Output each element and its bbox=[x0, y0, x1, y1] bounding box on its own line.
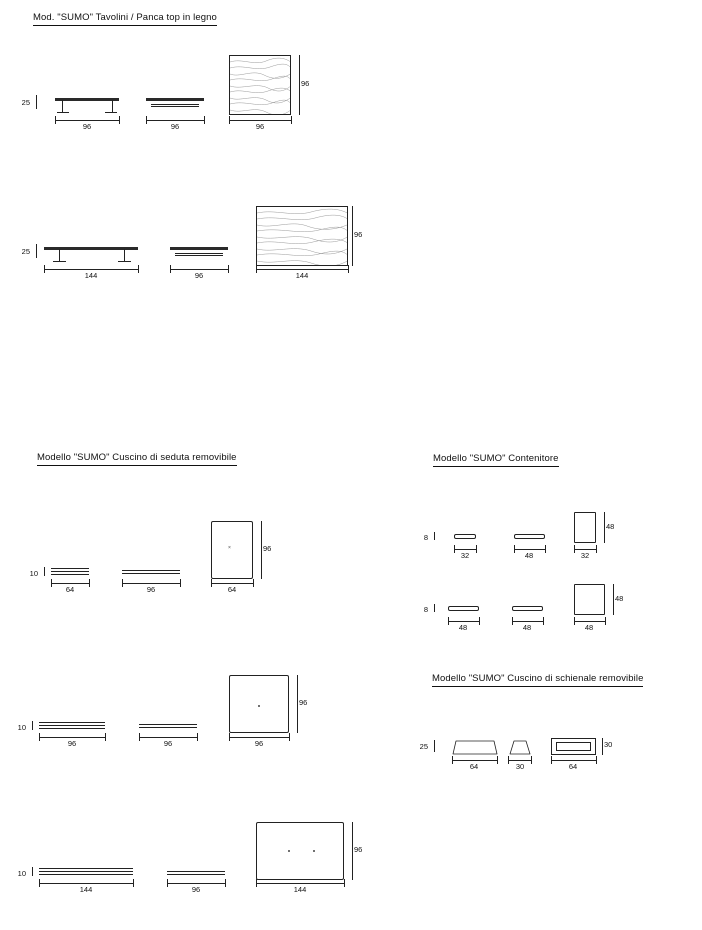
back64-side-elevation bbox=[508, 738, 532, 755]
dim-seat96-side-width: 96 bbox=[163, 739, 173, 748]
table96-foot-left bbox=[57, 112, 69, 113]
dim-container32-width: 32 bbox=[460, 551, 470, 560]
table96-side-top bbox=[146, 98, 204, 101]
seat144-line2 bbox=[39, 871, 133, 872]
seat96-plan-mark bbox=[258, 705, 260, 707]
dim-seat64-plan-width: 64 bbox=[227, 585, 237, 594]
heading-container: Modello "SUMO" Contenitore bbox=[433, 453, 559, 467]
dimline-table96-plan-width bbox=[229, 120, 291, 121]
dimtick-table144-plan-left bbox=[256, 265, 257, 273]
dim-back64-width: 64 bbox=[469, 762, 479, 771]
dimline-back64-width bbox=[452, 760, 497, 761]
dimline-container48-height bbox=[434, 604, 435, 612]
dimtick-table144-width-right bbox=[138, 265, 139, 273]
seat96-side-line1 bbox=[139, 724, 197, 725]
dimline-seat64-width bbox=[51, 583, 89, 584]
table96-side-rail bbox=[151, 104, 199, 105]
dimline-seat144-plan-width bbox=[256, 883, 344, 884]
dimline-seat144-height bbox=[32, 867, 33, 876]
dimline-table96-depth bbox=[299, 55, 300, 115]
dimtick-seat144-side-right bbox=[225, 879, 226, 887]
container32-plan bbox=[574, 512, 596, 543]
dim-container32-plan-width: 32 bbox=[580, 551, 590, 560]
dim-table144-height: 25 bbox=[21, 247, 30, 256]
dim-table96-side-width: 96 bbox=[170, 122, 180, 131]
dim-container32-depth: 48 bbox=[606, 522, 615, 531]
dimline-seat64-side-width bbox=[122, 583, 180, 584]
table144-leg-left bbox=[59, 249, 60, 261]
seat144-line3 bbox=[39, 874, 133, 875]
seat96-plan bbox=[229, 675, 289, 733]
dim-container48-width: 48 bbox=[458, 623, 468, 632]
dimline-seat96-height bbox=[32, 721, 33, 730]
dim-table96-plan-width: 96 bbox=[255, 122, 265, 131]
dim-seat144-side-width: 96 bbox=[191, 885, 201, 894]
dimtick-seat64-side-left bbox=[122, 579, 123, 587]
dimtick-table96-width-left bbox=[55, 116, 56, 124]
dim-seat96-depth: 96 bbox=[299, 698, 308, 707]
container48-front-elevation bbox=[448, 606, 479, 611]
dim-back64-depth: 30 bbox=[604, 740, 613, 749]
heading-back-cushion: Modello "SUMO" Cuscino di schienale removibile bbox=[432, 673, 643, 687]
table96-side-rail2 bbox=[151, 106, 199, 107]
dimline-table144-width bbox=[44, 269, 138, 270]
seat64-side-line2 bbox=[122, 573, 180, 574]
container32-side-elevation bbox=[514, 534, 545, 539]
dimline-container32-side-width bbox=[514, 549, 545, 550]
back64-plan-inner bbox=[556, 742, 591, 751]
dimline-container48-plan-width bbox=[574, 621, 605, 622]
table96-leg-left bbox=[62, 100, 63, 112]
dimline-container48-depth bbox=[613, 584, 614, 615]
dimtick-table96-plan-right bbox=[291, 116, 292, 124]
dimline-back64-depth bbox=[602, 738, 603, 755]
dimline-table96-width bbox=[55, 120, 119, 121]
dim-container32-height: 8 bbox=[423, 533, 428, 542]
dimtick-seat96-plan-right bbox=[289, 733, 290, 741]
dim-seat64-depth: 96 bbox=[263, 544, 272, 553]
table144-side-top bbox=[170, 247, 228, 250]
dimline-table144-depth bbox=[352, 206, 353, 266]
dimtick-seat64-side-right bbox=[180, 579, 181, 587]
seat96-line1 bbox=[39, 722, 105, 723]
seat64-line3 bbox=[51, 574, 89, 575]
dimline-seat96-depth bbox=[297, 675, 298, 733]
seat144-plan bbox=[256, 822, 344, 880]
table96-top bbox=[55, 98, 119, 101]
dim-seat96-plan-width: 96 bbox=[254, 739, 264, 748]
seat96-side-line2 bbox=[139, 727, 197, 728]
dimtick-container48-plan-right bbox=[605, 617, 606, 625]
dimtick-seat64-plan-right bbox=[253, 579, 254, 587]
dim-back64-plan-width: 64 bbox=[568, 762, 578, 771]
dim-seat96-width: 96 bbox=[67, 739, 77, 748]
dimline-seat96-plan-width bbox=[229, 737, 289, 738]
dim-seat144-height: 10 bbox=[17, 869, 26, 878]
seat64-side-line1 bbox=[122, 570, 180, 571]
dimtick-seat96-side-left bbox=[139, 733, 140, 741]
dim-seat96-height: 10 bbox=[17, 723, 26, 732]
dimtick-table144-plan-right bbox=[348, 265, 349, 273]
wood-grain-icon bbox=[230, 56, 291, 115]
dimline-table144-height bbox=[36, 244, 37, 258]
dimline-seat96-width bbox=[39, 737, 105, 738]
wood-grain-icon bbox=[257, 207, 348, 266]
dimtick-back64-right bbox=[497, 756, 498, 764]
container48-side-elevation bbox=[512, 606, 543, 611]
dimtick-container48-side-right bbox=[543, 617, 544, 625]
dimtick-seat144-right bbox=[133, 879, 134, 887]
dim-seat144-width: 144 bbox=[79, 885, 93, 894]
dim-table96-width: 96 bbox=[82, 122, 92, 131]
dimline-back64-side-width bbox=[508, 760, 531, 761]
dimline-seat64-depth bbox=[261, 521, 262, 579]
dim-back64-side-width: 30 bbox=[515, 762, 525, 771]
dimline-container48-side-width bbox=[512, 621, 543, 622]
dim-container48-depth: 48 bbox=[615, 594, 624, 603]
back64-front-elevation bbox=[452, 738, 498, 755]
dimtick-table144-side-right bbox=[228, 265, 229, 273]
dim-container48-side-width: 48 bbox=[522, 623, 532, 632]
dim-table144-width: 144 bbox=[84, 271, 98, 280]
seat96-line2 bbox=[39, 725, 105, 726]
seat144-line1 bbox=[39, 868, 133, 869]
table144-side-rail bbox=[175, 253, 223, 254]
dimtick-seat144-plan-right bbox=[344, 879, 345, 887]
dim-table144-depth: 96 bbox=[354, 230, 363, 239]
dimtick-table96-width-right bbox=[119, 116, 120, 124]
dimtick-back64-plan-right bbox=[596, 756, 597, 764]
dim-container48-height: 8 bbox=[423, 605, 428, 614]
dimline-container32-height bbox=[434, 532, 435, 540]
dim-seat64-width: 64 bbox=[65, 585, 75, 594]
dimtick-seat144-plan-left bbox=[256, 879, 257, 887]
seat64-plan-mark: × bbox=[228, 545, 231, 551]
seat64-line2 bbox=[51, 571, 89, 572]
table96-plan-wood bbox=[229, 55, 291, 115]
dim-seat144-depth: 96 bbox=[354, 845, 363, 854]
seat96-line3 bbox=[39, 728, 105, 729]
dimline-container48-width bbox=[448, 621, 479, 622]
table96-leg-right bbox=[112, 100, 113, 112]
table144-foot-left bbox=[53, 261, 66, 262]
dim-seat144-plan-width: 144 bbox=[293, 885, 307, 894]
dimline-table144-side-width bbox=[170, 269, 228, 270]
dimline-table96-side-width bbox=[146, 120, 204, 121]
dim-container48-plan-width: 48 bbox=[584, 623, 594, 632]
dim-table144-plan-width: 144 bbox=[295, 271, 309, 280]
dimline-seat144-depth bbox=[352, 822, 353, 880]
dimline-container32-width bbox=[454, 549, 476, 550]
dimline-container32-depth bbox=[604, 512, 605, 543]
dimline-seat96-side-width bbox=[139, 737, 197, 738]
dimtick-table96-side-left bbox=[146, 116, 147, 124]
dimtick-container32-side-right bbox=[545, 545, 546, 553]
dim-table96-height: 25 bbox=[21, 98, 30, 107]
dimtick-table144-side-left bbox=[170, 265, 171, 273]
dim-seat64-side-width: 96 bbox=[146, 585, 156, 594]
dimtick-seat144-left bbox=[39, 879, 40, 887]
dimtick-seat96-side-right bbox=[197, 733, 198, 741]
heading-tables: Mod. "SUMO" Tavolini / Panca top in legno bbox=[33, 12, 217, 26]
container32-front-elevation bbox=[454, 534, 476, 539]
dimline-back64-plan-width bbox=[551, 760, 596, 761]
dimline-back64-height bbox=[434, 740, 435, 752]
dim-container32-side-width: 48 bbox=[524, 551, 534, 560]
dimline-table144-plan-width bbox=[256, 269, 348, 270]
seat144-plan-mark-1 bbox=[288, 850, 290, 852]
dimline-seat64-height bbox=[44, 567, 45, 576]
seat144-plan-mark-2 bbox=[313, 850, 315, 852]
dim-table96-depth: 96 bbox=[301, 79, 310, 88]
dimline-seat144-side-width bbox=[167, 883, 225, 884]
table144-leg-right bbox=[124, 249, 125, 261]
dimline-seat64-plan-width bbox=[211, 583, 253, 584]
seat144-side-line2 bbox=[167, 874, 225, 875]
dimline-table96-height bbox=[36, 95, 37, 109]
dim-seat64-height: 10 bbox=[29, 569, 38, 578]
dimline-seat144-width bbox=[39, 883, 133, 884]
table144-foot-right bbox=[118, 261, 131, 262]
dim-back64-height: 25 bbox=[419, 742, 428, 751]
dimtick-table96-plan-left bbox=[229, 116, 230, 124]
dimtick-table96-side-right bbox=[204, 116, 205, 124]
table144-plan-wood bbox=[256, 206, 348, 266]
container48-plan bbox=[574, 584, 605, 615]
seat64-line1 bbox=[51, 568, 89, 569]
dim-table144-side-width: 96 bbox=[194, 271, 204, 280]
dimtick-seat144-side-left bbox=[167, 879, 168, 887]
seat144-side-line1 bbox=[167, 871, 225, 872]
table144-side-rail2 bbox=[175, 255, 223, 256]
dimtick-container48-right bbox=[479, 617, 480, 625]
table96-foot-right bbox=[105, 112, 117, 113]
dimtick-table144-width-left bbox=[44, 265, 45, 273]
seat64-plan bbox=[211, 521, 253, 579]
dimtick-seat96-right bbox=[105, 733, 106, 741]
dimline-container32-plan-width bbox=[574, 549, 596, 550]
heading-seat-cushion: Modello "SUMO" Cuscino di seduta removibile bbox=[37, 452, 237, 466]
dimtick-seat64-right bbox=[89, 579, 90, 587]
